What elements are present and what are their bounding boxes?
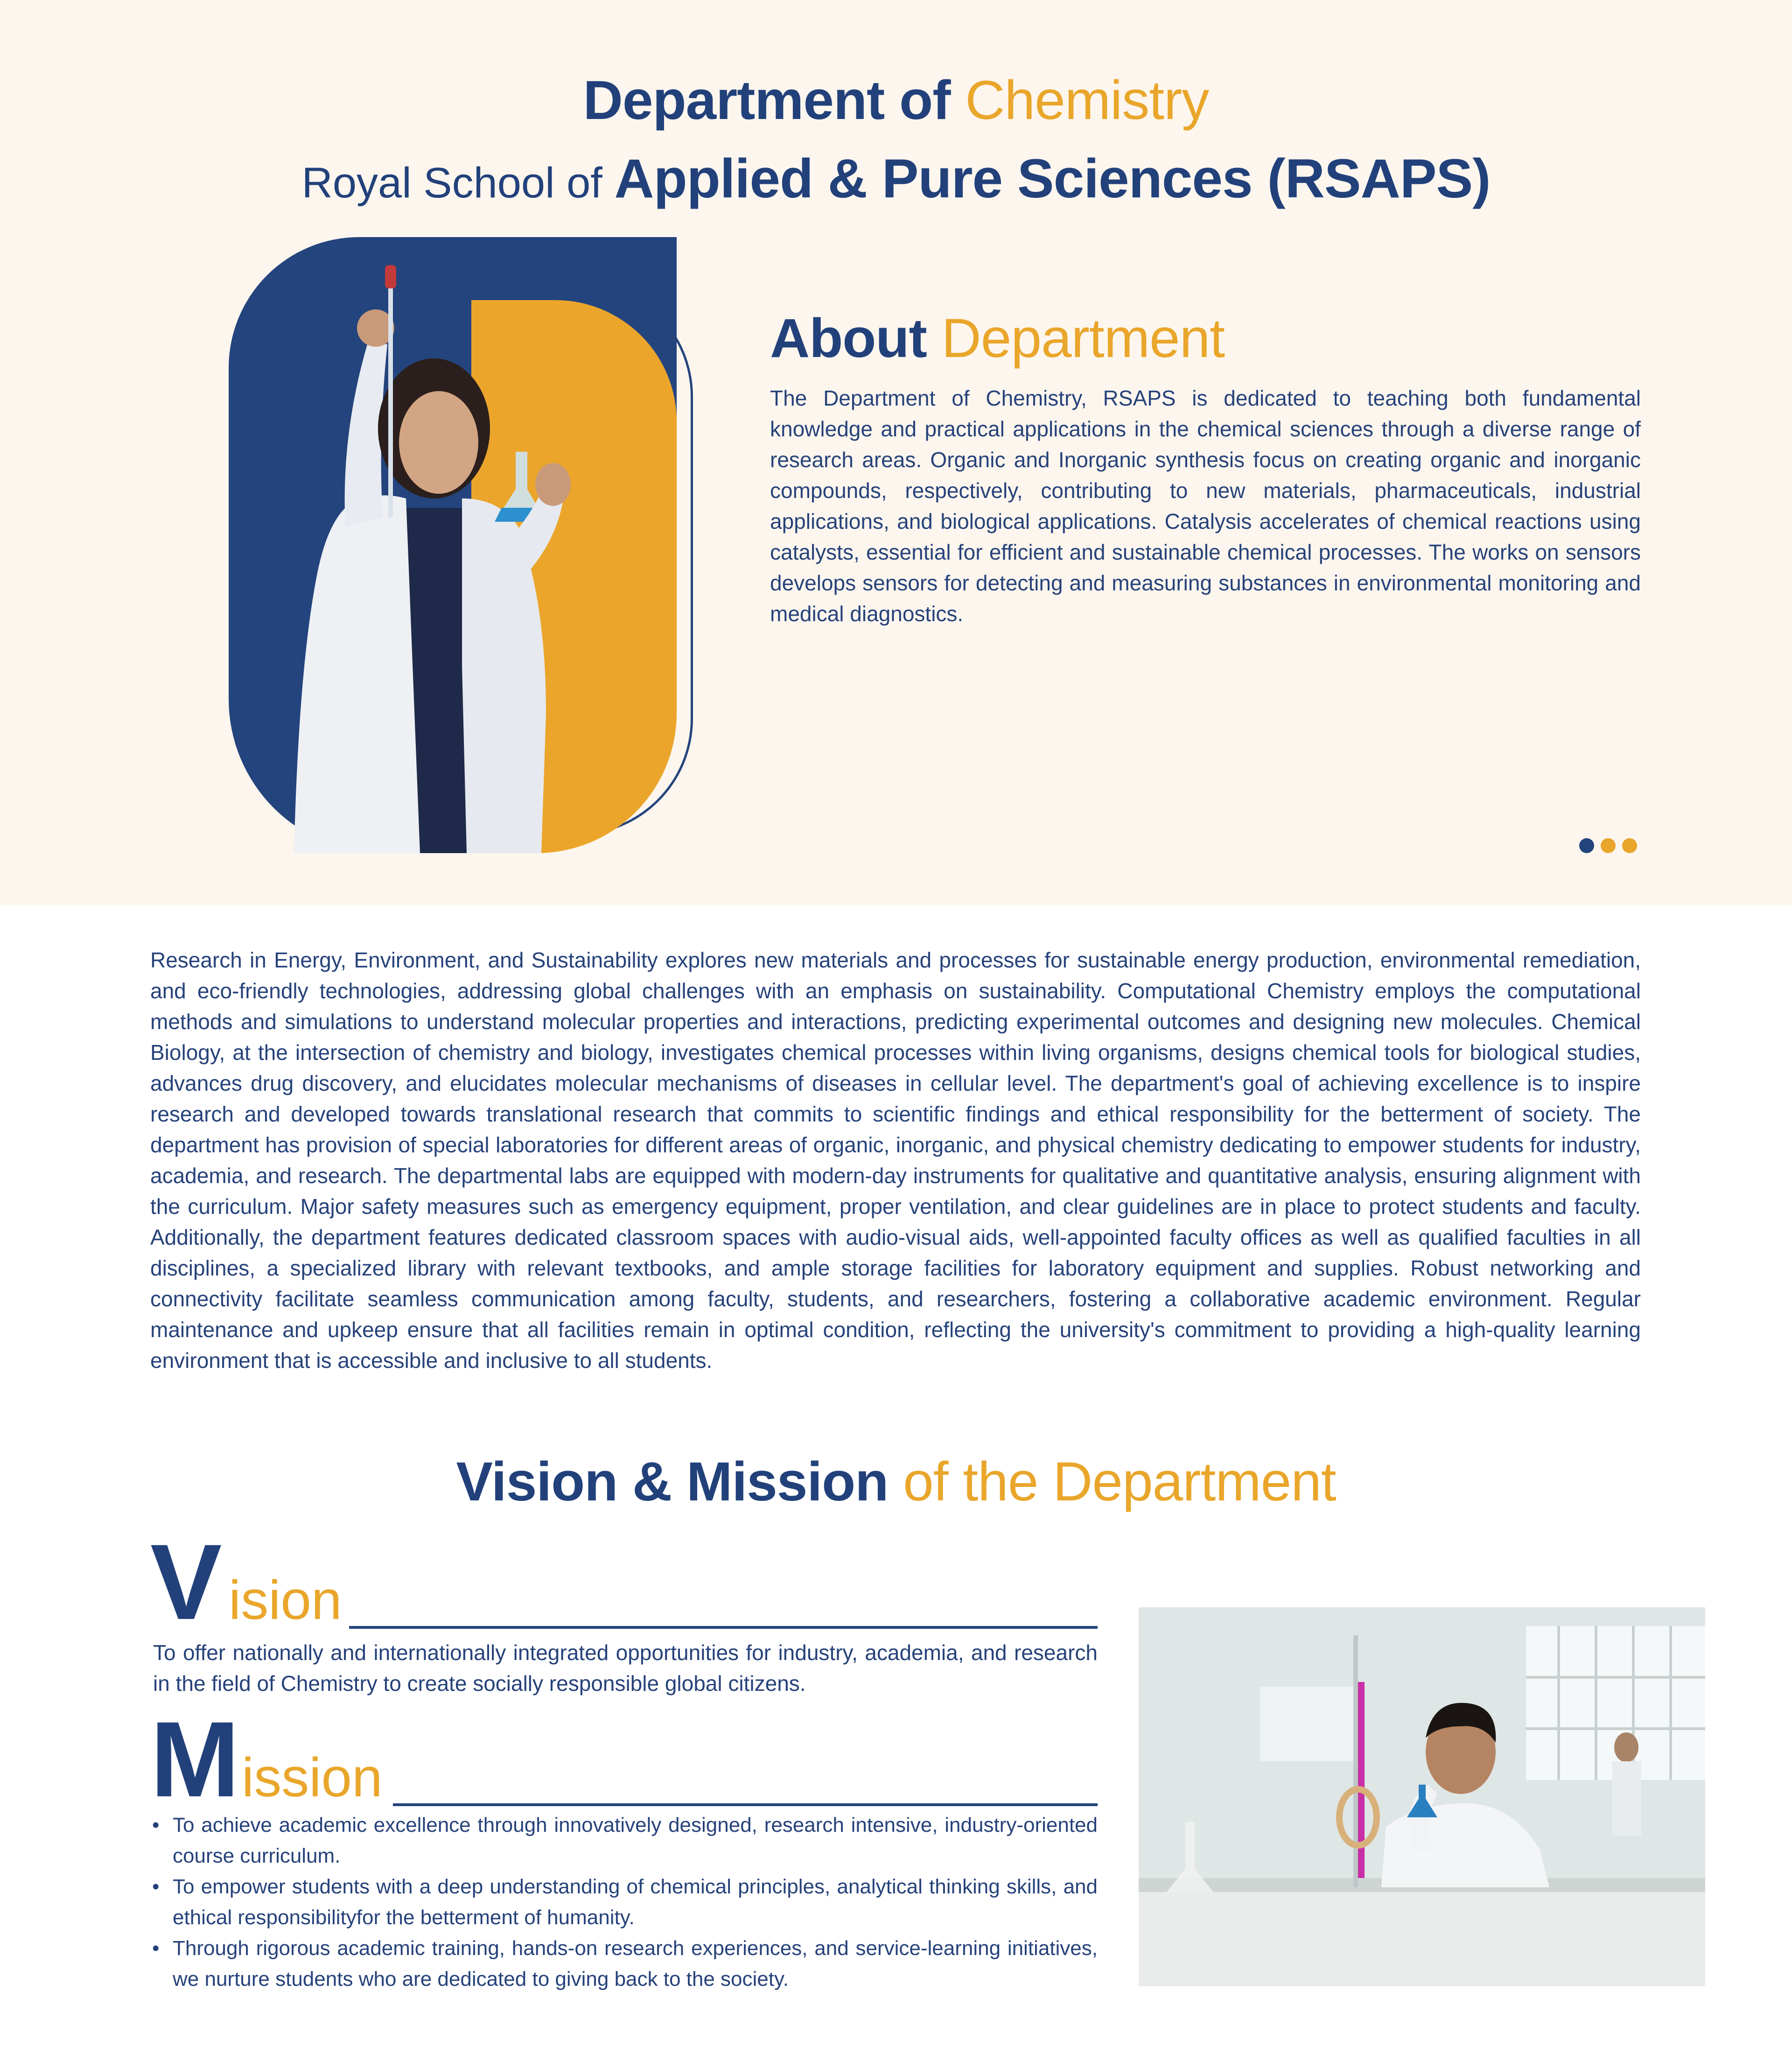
vision-divider [349, 1626, 1098, 1629]
carousel-dot-3[interactable] [1622, 838, 1637, 853]
mission-item: • To empower students with a deep understanding of chemical principles, analytical thinking skills, and ethical responsibilityfor the betterment of humanity. [150, 1871, 1098, 1933]
about-heading: About Department [770, 308, 1225, 369]
vision-mission-heading: Vision & Mission of the Department [456, 1451, 1336, 1513]
about-paragraph: The Department of Chemistry, RSAPS is dedicated to teaching both fundamental knowledge and practical applications in the chemical sciences through a diverse range of research areas. Organic and Inorganic synthesis focus on creating organic and inorganic compounds, respectively, contributing to new materials, pharmaceuticals, industrial applications, and biological applications. Catalysis accelerates of chemical reactions using catalysts, essential for efficient and sustainable chemical processes. The works on sensors develops sensors for detecting and measuring substances in environmental monitoring and medical diagnostics. [770, 386, 1641, 626]
page-title: Department of Chemistry [583, 70, 1209, 131]
scientist-photo [266, 246, 611, 853]
hero-image [229, 237, 700, 858]
vision-statement: To offer nationally and internationally integrated opportunities for industry, academia, and research in the field of Chemistry to create socially responsible global citizens. [153, 1640, 1098, 1696]
lab-photo [1139, 1607, 1705, 1986]
mission-item: • Through rigorous academic training, hands-on research experiences, and service-learning initiatives, we nurture students who are dedicated to giving back to the society. [150, 1933, 1098, 1995]
research-paragraph: Research in Energy, Environment, and Sustainability explores new materials and processes for sustainable energy production, environmental remediation, and eco-friendly technologies, addressing global challenges with an emphasis on sustainability. Computational Chemistry employs the computational methods and simulations to understand molecular properties and interactions, predicting experimental outcomes and designing new molecules. Chemical Biology, at the intersection of chemistry and biology, investigates chemical processes within living organisms, designs chemical tools for biological studies, advances drug discovery, and elucidates molecular mechanisms of diseases in cellular level. The department's goal of achieving excellence is to inspire research and developed towards translational research that commits to scientific findings and ethical responsibility for the betterment of society. The department has provision of special laboratories for different areas of organic, inorganic, and physical chemistry dedicating to empower students for industry, academia, and research. The departmental labs are equipped with modern-day instruments for qualitative and quantitative analysis, ensuring alignment with the curriculum. Major safety measures such as emergency equipment, proper ventilation, and clear guidelines are in place to protect students and faculty. Additionally, the department features dedicated classroom spaces with audio-visual aids, well-appointed faculty offices as well as qualified faculties in all disciplines, a specialized library with relevant textbooks, and ample storage facilities for laboratory equipment and supplies. Robust networking and connectivity facilitate seamless communication among faculty, students, and researchers, fostering a collaborative academic environment. Regular maintenance and upkeep ensure that all facilities remain in optimal condition, reflecting the university's commitment to providing a high-quality learning environment that is accessible and inclusive to all students. [150, 948, 1641, 1373]
page-subtitle: Royal School of Applied & Pure Sciences (RSAPS) [301, 148, 1491, 210]
vision-heading: V ision [150, 1540, 1098, 1633]
mission-list [150, 1810, 1098, 1995]
mission-heading: M ission [150, 1717, 1098, 1811]
carousel-dots[interactable] [1579, 838, 1644, 855]
carousel-dot-2[interactable] [1601, 838, 1616, 853]
mission-divider [393, 1803, 1098, 1806]
mission-item: • To achieve academic excellence through innovatively designed, research intensive, industry-oriented course curriculum. [150, 1810, 1098, 1871]
carousel-dot-1[interactable] [1579, 838, 1594, 853]
